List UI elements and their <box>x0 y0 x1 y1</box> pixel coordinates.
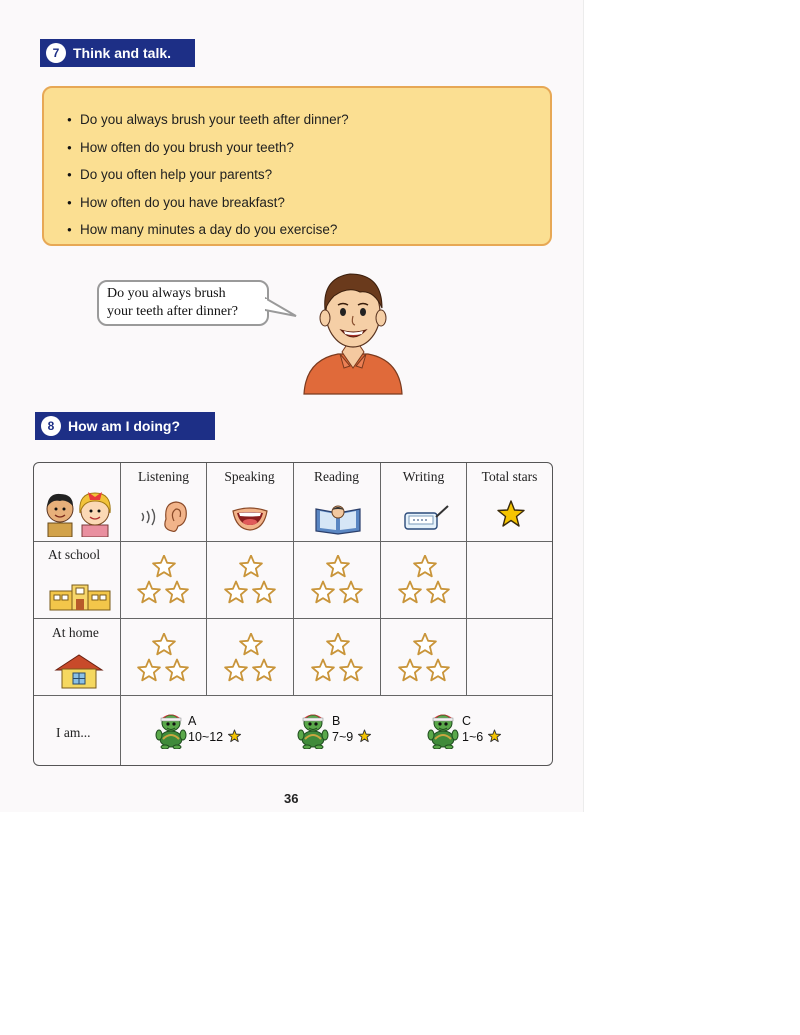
star-triplet <box>308 555 368 607</box>
col-header-listening: Listening <box>138 469 189 484</box>
star-triplet <box>134 555 194 607</box>
star-triplet <box>395 633 455 685</box>
ear-icon <box>138 499 190 535</box>
section-7-header <box>40 39 195 67</box>
turtle-mascot-icon <box>426 709 460 749</box>
star-outline-icon <box>225 582 247 603</box>
star-outline-icon <box>253 660 275 681</box>
question-item: ● Do you always brush your teeth after dinner? <box>80 106 550 134</box>
section-7-title: Think and talk. <box>73 45 172 61</box>
gold-star-icon <box>357 729 372 743</box>
star-outline-icon <box>225 660 247 681</box>
grade-c-range-text: 1~6 <box>462 730 484 744</box>
star-triplet <box>395 555 455 607</box>
star-outline-icon <box>327 556 349 577</box>
star-outline-icon <box>153 556 175 577</box>
col-header-speaking: Speaking <box>224 469 275 484</box>
gold-star-icon <box>227 729 242 743</box>
row-label-i-am: I am... <box>56 725 91 740</box>
star-triplet <box>308 633 368 685</box>
grade-c <box>462 714 502 745</box>
grade-b-range-text: 7~9 <box>332 730 354 744</box>
col-header-writing: Writing <box>402 469 445 484</box>
table-divider <box>380 463 381 695</box>
table-divider <box>206 463 207 695</box>
question-item: ● How many minutes a day do you exercise? <box>80 216 550 244</box>
star-triplet <box>134 633 194 685</box>
turtle-mascot-icon <box>154 709 188 749</box>
speech-line-1: Do you always brush <box>107 286 226 301</box>
house-icon <box>54 653 104 689</box>
row-label-at-home: At home <box>52 625 99 640</box>
star-outline-icon <box>253 582 275 603</box>
grade-c-range <box>462 729 502 745</box>
star-outline-icon <box>240 634 262 655</box>
star-outline-icon <box>138 582 160 603</box>
star-outline-icon <box>414 634 436 655</box>
gold-star-icon <box>487 729 502 743</box>
grade-b-letter: B <box>332 714 341 728</box>
tablet-pen-icon <box>402 503 450 533</box>
grade-b <box>332 714 372 745</box>
gold-star-icon <box>496 499 526 529</box>
speech-bubble <box>97 280 269 326</box>
section-7-number: 7 <box>46 43 66 63</box>
star-outline-icon <box>166 660 188 681</box>
school-icon <box>48 583 112 611</box>
question-item: ● How often do you brush your teeth? <box>80 134 550 162</box>
star-outline-icon <box>138 660 160 681</box>
table-divider <box>466 463 467 695</box>
star-outline-icon <box>399 660 421 681</box>
star-outline-icon <box>427 660 449 681</box>
table-divider <box>293 463 294 695</box>
table-divider <box>34 695 552 696</box>
star-outline-icon <box>427 582 449 603</box>
col-header-reading: Reading <box>314 469 359 484</box>
star-outline-icon <box>312 582 334 603</box>
speech-line-2: your teeth after dinner? <box>107 304 238 319</box>
section-8-number: 8 <box>41 416 61 436</box>
col-header-total-stars: Total stars <box>481 469 538 484</box>
star-outline-icon <box>340 660 362 681</box>
grade-c-letter: C <box>462 714 472 728</box>
grade-a-letter: A <box>188 714 197 728</box>
star-outline-icon <box>414 556 436 577</box>
question-item: ● How often do you have breakfast? <box>80 189 550 217</box>
turtle-mascot-icon <box>296 709 330 749</box>
speech-bubble-tail <box>265 296 299 322</box>
grade-b-range <box>332 729 372 745</box>
star-outline-icon <box>312 660 334 681</box>
star-outline-icon <box>399 582 421 603</box>
star-outline-icon <box>340 582 362 603</box>
mouth-icon <box>230 503 270 533</box>
book-icon <box>314 503 362 535</box>
grade-a-range <box>188 729 242 745</box>
section-8-title: How am I doing? <box>68 418 180 434</box>
star-outline-icon <box>153 634 175 655</box>
star-triplet <box>221 633 281 685</box>
questions-box <box>42 86 552 246</box>
star-outline-icon <box>327 634 349 655</box>
star-outline-icon <box>166 582 188 603</box>
row-label-at-school: At school <box>48 547 101 562</box>
page-number: 36 <box>284 791 299 806</box>
children-icon <box>42 487 114 537</box>
grade-a-range-text: 10~12 <box>188 730 224 744</box>
star-triplet <box>221 555 281 607</box>
grade-a <box>188 714 242 745</box>
boy-illustration <box>298 268 408 396</box>
questions-list <box>44 88 550 244</box>
question-item: ● Do you often help your parents? <box>80 161 550 189</box>
star-outline-icon <box>240 556 262 577</box>
self-assessment-table <box>33 462 553 766</box>
section-8-header <box>35 412 215 440</box>
table-divider <box>120 463 121 766</box>
